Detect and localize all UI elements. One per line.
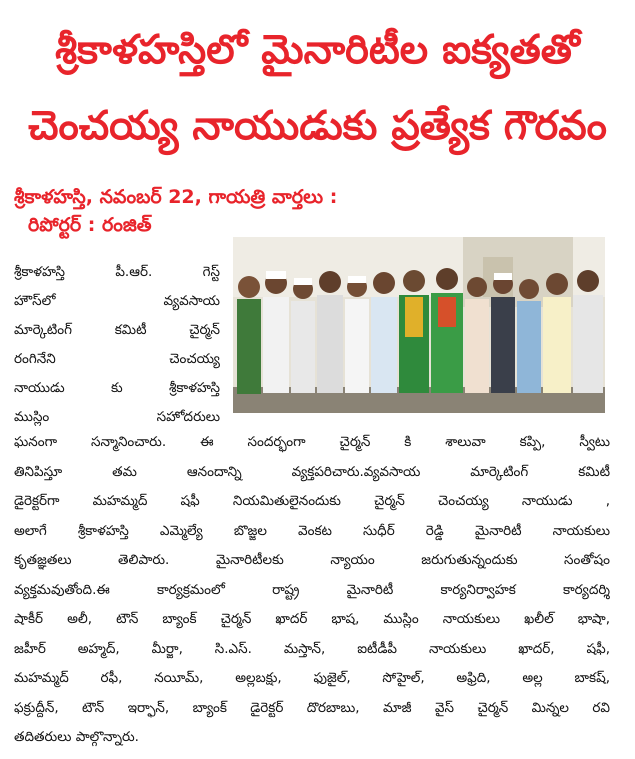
side-line: మార్కెటింగ్ కమిటీ చైర్మన్ xyxy=(14,322,220,338)
side-line: శ్రీకాళహస్తి పీ.ఆర్. గెస్ట్ xyxy=(14,264,220,280)
group-photo-illustration xyxy=(233,237,605,413)
side-column-text xyxy=(14,258,220,432)
body-line: ఘనంగా సన్మానించారు. ఈ సందర్భంగా చైర్మన్ కి శాలువా కప్పి, స్వీటు xyxy=(14,434,610,450)
body-line: మహమ్మద్ రఫీ, నయీమ్, అల్లబక్షు, ఫుజైల్, సోహైల్, అఫ్రిది, అల్ల బాకష్, xyxy=(14,670,610,686)
headline-line-2: చెంచయ్య నాయుడుకు ప్రత్యేక గౌరవం xyxy=(28,103,607,149)
side-line: హౌస్‌లో వ్యవసాయ xyxy=(14,293,220,309)
dateline: శ్రీకాళహస్తి, నవంబర్ 22, గాయత్రి వార్తలు : xyxy=(14,186,338,208)
top-cut-strip xyxy=(0,0,635,10)
body-line: కృతజ్ఞతలు తెలిపారు. మైనారిటీలకు న్యాయం జరుగుతున్నందుకు సంతోషం xyxy=(14,552,610,568)
reporter-credit: రిపోర్టర్ : రంజిత్ xyxy=(28,214,152,236)
article-body xyxy=(14,428,610,753)
headline-line-1: శ్రీకాళహస్తిలో మైనారిటీల ఐక్యతతో xyxy=(55,27,580,73)
body-line: తినిపిస్తూ తమ ఆనందాన్ని వ్యక్తపరిచారు.వ్యవసాయ మార్కెటింగ్ కమిటీ xyxy=(14,463,610,480)
side-line: నాయుడు కు శ్రీకాళహస్తి xyxy=(14,380,220,396)
side-line: ముస్లిం సహోదరులు xyxy=(14,409,220,425)
body-line: జహీర్ అహ్మద్, మీర్జా, సి.ఎస్. మస్తాన్, ఐటీడీపీ నాయకులు ఖాదర్, షఫీ, xyxy=(14,640,610,657)
body-line: వ్యక్తమవుతోంది.ఈ కార్యక్రమంలో రాష్ట్ర మైనారిటీ కార్యనిర్వాహక కార్యదర్శి xyxy=(14,581,610,598)
body-line: ఫక్రుద్దీన్, టౌన్ ఇర్ఫాన్, బ్యాంక్ డైరెక్టర్ దొరబాబు, మాజీ వైస్ చైర్మన్ మిన్నల రవి xyxy=(14,699,610,716)
body-line: డైరెక్టర్‌గా మహమ్మద్ షఫీ నియమితులైనందుకు చైర్మన్ చెంచయ్య నాయుడు , xyxy=(14,493,610,509)
body-line: అలాగే శ్రీకాళహస్తి ఎమ్మెల్యే బొజ్జల వెంకట సుధీర్ రెడ్డి మైనారిటీ నాయకులు xyxy=(14,522,610,539)
body-line: షాకీర్ అలీ, టౌన్ బ్యాంక్ చైర్మన్ ఖాదర్ భాష, ముస్లిం నాయకులు ఖలీల్ భాషా, xyxy=(14,611,610,627)
side-line: రంగినేని చెంచయ్య xyxy=(14,351,220,367)
group-photo xyxy=(233,237,605,413)
body-line: తదితరులు పాల్గొన్నారు. xyxy=(14,729,139,745)
